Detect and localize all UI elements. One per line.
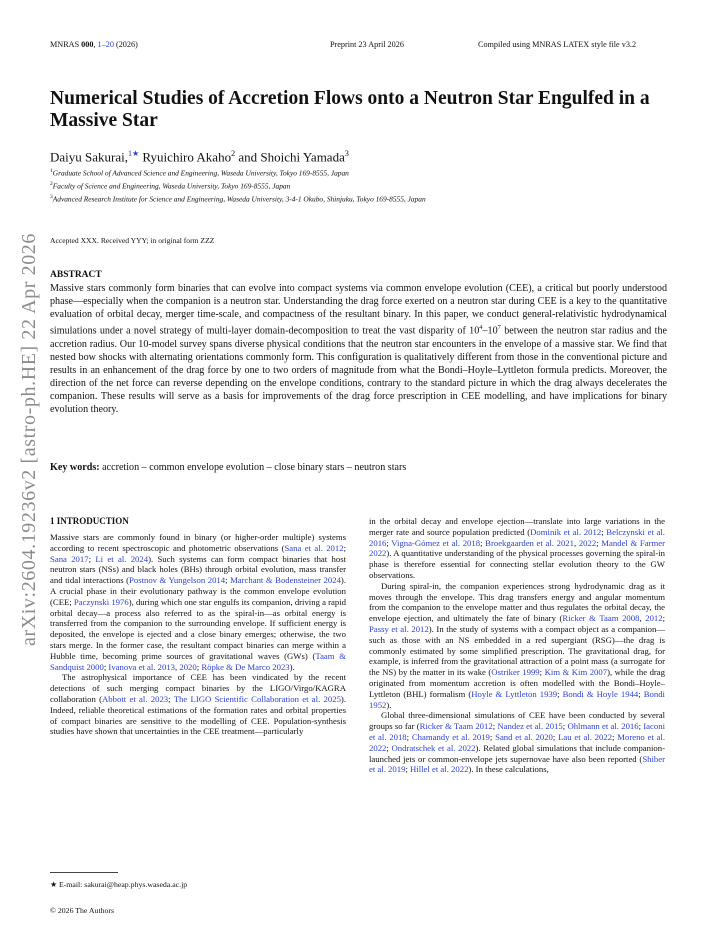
citation-link[interactable]: Abbott et al. 2023 [102,693,169,704]
affiliation-3: $^3$Advanced Research Institute for Science and Engineering, Waseda University, 3-4-1 Okubo, Shinjuku, Tokyo 169-8555, Japan [50,194,426,204]
column-right [369,516,665,775]
citation-link[interactable]: Sana 2017 [50,553,89,564]
citation-link[interactable]: Ostriker 1999 [491,667,540,678]
author-list: Daiyu Sakurai,$^{1★}$ Ryuichiro Akaho$^2$ and Shoichi Yamada$^3$ [50,149,349,165]
citation-link[interactable]: Postnov & Yungelson 2014 [129,575,226,586]
pages-link[interactable]: 1–20 [97,40,114,49]
citation-link[interactable]: Paczynski 1976 [73,596,129,607]
affiliation-1: $^1$Graduate School of Advanced Science and Engineering, Waseda University, Tokyo 169-8555, Japan [50,168,349,178]
citation-link[interactable]: Bondi & Hoyle 1944 [562,688,639,699]
citation-link[interactable]: Ohlmann et al. 2016 [567,721,639,732]
author-1-affil-mark[interactable]: 1★ [127,149,140,158]
citation-link[interactable]: Kim & Kim 2007 [544,667,608,678]
paragraph: Global three-dimensional simulations of CEE have been conducted by several groups so far (Ricker & Taam 2012; Nandez et al. 2015; Ohlmann et al. 2016; Iaconi et al. 2018; Chamandy et al. 2019; Sand et al. 2020; Lau et al. 2022; Moreno et al. 2022; Ondratschek et al. 2022). Related global simulations that include companion-launched jets or common-envelope jets supernovae have also been reported (Shiber et al. 2019; Hillel et al. 2022). In these calculations, [369,710,666,775]
citation-link[interactable]: Ondratschek et al. 2022 [391,742,476,753]
citation-link[interactable]: Bondi 1952 [369,688,665,710]
paragraph: in the orbital decay and envelope ejection—translate into large variations in the merger rate and source population predicted (Dominik et al. 2012; Belczynski et al. 2016; Vigna-Gómez et al. 2018; Broekgaarden et al. 2021, 2022; Mandel & Farmer 2022). A quantitative understanding of the physical processes governing the spiral-in phase is therefore essential for connecting stellar evolution theory to the GW observations. [369,516,666,580]
citation-link[interactable]: Broekgaarden et al. 2021 [485,537,574,548]
paragraph: During spiral-in, the companion experiences strong hydrodynamic drag as it moves through the envelope. This drag transfers energy and angular momentum from the companion to the envelope matter and thus regulates the orbital decay, the envelope ejection, and ultimately the fate of binary (Ricker & Taam 2008, 2012; Passy et al. 2012). In the study of systems with a compact object as a companion—such as those with an NS embedded in a red supergiant (RSG)—the drag is commonly estimated by some simplified prescription. The gravitational drag, for example, is inferred from the gravitational attraction of a point mass (a surrogate for the NS) by the matter in its wake (Ostriker 1999; Kim & Kim 2007), while the drag originated from momentum accretion is often modelled with the Bondi–Hoyle–Lyttleton (BHL) formalism (Hoyle & Lyttleton 1939; Bondi & Hoyle 1944; Bondi 1952). [369,580,666,710]
abstract-heading: ABSTRACT [50,270,102,280]
citation-link[interactable]: 2020 [179,661,197,672]
citation-link[interactable]: Ivanova et al. 2013 [108,661,176,672]
citation-link[interactable]: Li et al. 2024 [95,553,149,564]
arxiv-stamp: arXiv:2604.19236v2 [astro-ph.HE] 22 Apr 2026 [18,232,40,646]
section-heading-introduction: 1 INTRODUCTION [50,516,129,526]
footnote-email: ★ E-mail: sakurai@heap.phys.waseda.ac.jp [50,880,188,889]
citation-link[interactable]: Moreno et al. 2022 [369,731,666,753]
citation-link[interactable]: Shiber et al. 2019 [369,753,665,775]
running-header-preprint: Preprint 23 April 2026 [330,40,404,49]
citation-link[interactable]: Nandez et al. 2015 [497,721,563,732]
footnote-rule [50,872,118,873]
citation-link[interactable]: Hoyle & Lyttleton 1939 [471,688,558,699]
paper-title: Numerical Studies of Accretion Flows onto a Neutron Star Engulfed in a Massive Star [50,88,650,131]
citation-link[interactable]: Mandel & Farmer 2022 [369,537,666,559]
citation-link[interactable]: 2022 [578,537,597,548]
citation-link[interactable]: Ricker & Taam 2012 [419,721,493,732]
citation-link[interactable]: Belczynski et al. 2016 [369,526,665,548]
citation-link[interactable]: The LIGO Scientific Collaboration et al. 2025 [173,693,341,704]
citation-link[interactable]: Dominik et al. 2012 [530,526,602,537]
running-header-journal: MNRAS 000, 1–20 (2026) [50,40,138,49]
citation-link[interactable]: Hillel et al. 2022 [410,764,469,775]
affiliation-2: $^2$Faculty of Science and Engineering, Waseda University, Tokyo 169-8555, Japan [50,181,291,191]
running-header-compiled: Compiled using MNRAS LATEX style file v3.2 [478,40,637,49]
column-left [50,532,346,737]
citation-link[interactable]: Ricker & Taam 2008 [562,613,640,624]
citation-link[interactable]: Iaconi et al. 2018 [369,721,665,742]
citation-link[interactable]: Sand et al. 2020 [495,731,553,742]
citation-link[interactable]: Vigna-Gómez et al. 2018 [391,537,481,548]
citation-link[interactable]: Passy et al. 2012 [369,623,429,634]
received-line: Accepted XXX. Received YYY; in original form ZZZ [50,236,215,245]
keywords-line: Key words: accretion – common envelope evolution – close binary stars – neutron stars [50,462,407,473]
copyright-line: © 2026 The Authors [50,906,115,915]
citation-link[interactable]: 2012 [645,613,663,624]
citation-link[interactable]: Sana et al. 2012 [284,542,344,553]
citation-link[interactable]: Marchant & Bodensteiner 2024 [230,575,341,586]
citation-link[interactable]: Röpke & De Marco 2023 [201,661,290,672]
citation-link[interactable]: Taam & Sandquist 2000 [50,650,346,672]
citation-link[interactable]: Lau et al. 2022 [558,731,613,742]
paragraph: Massive stars are commonly found in binary (or higher-order multiple) systems according to recent spectroscopic and photometric observations (Sana et al. 2012; Sana 2017; Li et al. 2024). Such systems can form compact binaries that host neutron stars (NSs) and black holes (BHs) through orbital evolution, mass transfer and tidal interactions (Postnov & Yungelson 2014; Marchant & Bodensteiner 2024). A crucial phase in their evolutionary pathway is the common envelope evolution (CEE; Paczynski 1976), during which one star engulfs its companion, driving a rapid orbital decay—a process also referred to as the spiral-in—as orbital energy is transferred from the companion to the surrounding envelope. If sufficient energy is deposited, the envelope is ejected and a close binary emerges; otherwise, the two stars merge. In the former case, the resultant compact binaries can merge within a Hubble time, becoming prime sources of gravitational waves (GWs) (Taam & Sandquist 2000; Ivanova et al. 2013, 2020; Röpke & De Marco 2023). [50,532,346,672]
citation-link[interactable]: Chamandy et al. 2019 [411,731,490,742]
abstract-body: Massive stars commonly form binaries that can evolve into compact systems via common envelope evolution (CEE), a critical but poorly understood phase—especially when the companion is a neutron star. Understanding the drag force exerted on a neutron star during CEE is a key to the quantitative evaluation of orbital decay, merger time-scale, and compactness of the resultant binary. In this paper, we conduct general-relativistic hydrodynamical simulations under a novel strategy of multi-layer domain-decomposition to treat the vast disparity of $10^4-10^7$ between the neutron star radius and the accretion radius. Our 10-model survey spans diverse physical conditions that the neutron star encounters in the envelope of a massive star. We find that nested bow shocks with alternating orientations commonly form. This configuration is qualitatively different from those in the conventional picture and results in an enhancement of the drag force by one to two orders of magnitude from what the Bondi–Hoyle–Lyttleton formula predicts. Moreover, the direction of the net force can reverse depending on the envelope conditions, contrary to the standard picture in which the drag always decelerates the companion. These results will serve as a basis for improvements of the drag force prescription in CEE modelling, and have implications for binary evolution theory. [50,283,667,416]
paragraph: The astrophysical importance of CEE has been vindicated by the recent detections of such merging compact binaries by the LIGO/Virgo/KAGRA collaboration (Abbott et al. 2023; The LIGO Scientific Collaboration et al. 2025). Indeed, reliable theoretical estimations of the formation rates and orbital properties of compact binaries are sensitive to the modelling of CEE. Population-synthesis studies have shown that uncertainties in the CEE treatment—particularly [50,672,346,737]
